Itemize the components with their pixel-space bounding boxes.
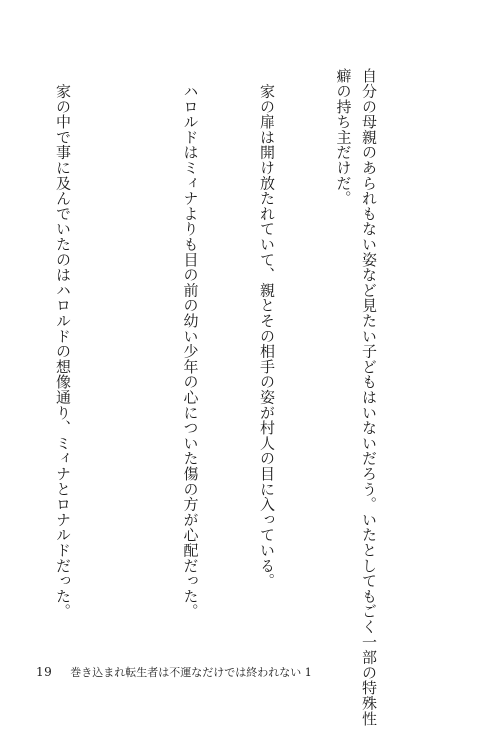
- paragraph: 自分の母親のあられもない姿など見たい子どもはいないだろう。いたとしてもごく一部の特殊性 癖の持ち主だけだ。: [334, 68, 378, 726]
- paragraph: 家の中で事に及んでいたのはハロルドの想像通り、ミィナとロナルドだった。: [54, 68, 72, 619]
- page-footer: [36, 664, 312, 680]
- running-title: 巻き込まれ転生者は不運なだけでは終われない 1: [70, 666, 312, 679]
- paragraph: ハロルドはミィナよりも目の前の幼い少年の心についた傷の方が心配だった。: [181, 68, 200, 619]
- paragraph: 家の扉は開け放たれていて、親とその相手の姿が村人の目に入っている。: [258, 68, 276, 589]
- page-number: 19: [36, 665, 53, 679]
